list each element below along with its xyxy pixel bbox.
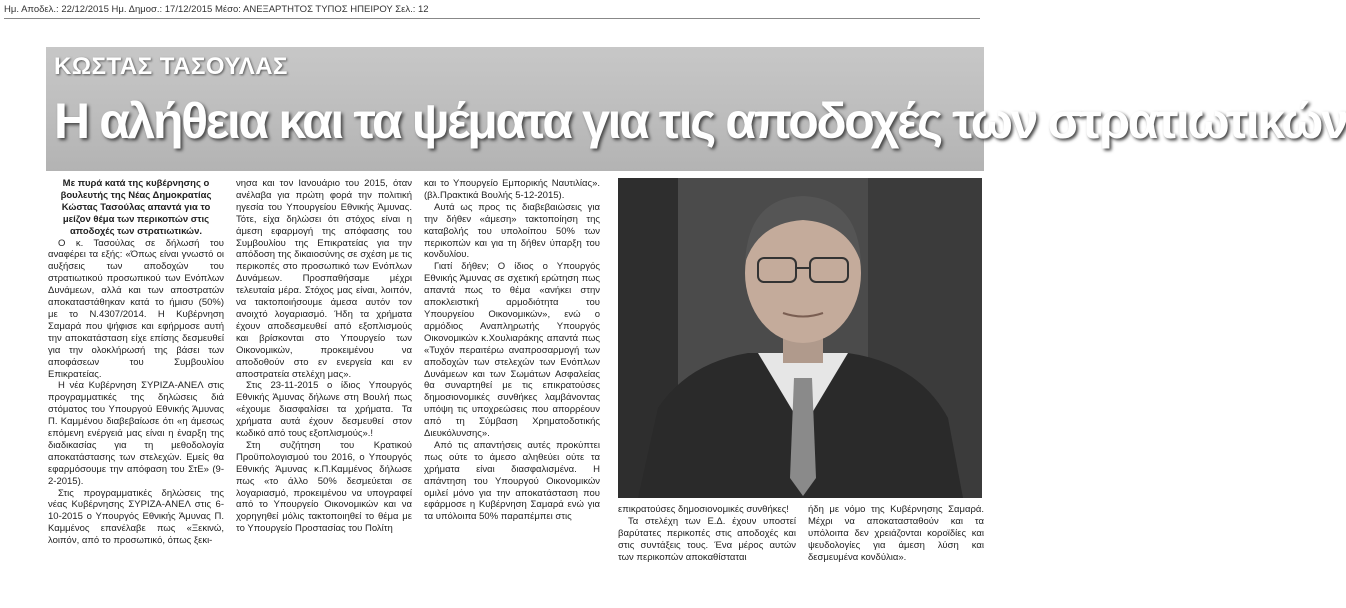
paragraph: Από τις απαντήσεις αυτές προκύπτει πως ούτε το άμεσο αληθεύει ούτε τα χρήματα είναι διασφαλισμένα. Η απάντηση του Υπουργού Οικονομικών ομιλεί μόνο για την αποκατάσταση που εφάρμοσε η Κυβέρνηση Σαμαρά ενώ για τα υπόλοιπα 50% παραπέμπει στις xyxy=(424,439,600,523)
clipping-metadata: Ημ. Αποδελ.: 22/12/2015 Ημ. Δημοσ.: 17/12/2015 Μέσο: ΑΝΕΞΑΡΤΗΤΟΣ ΤΥΠΟΣ ΗΠΕΙΡΟΥ Σελ.: 12 xyxy=(4,4,429,15)
column-1 xyxy=(48,178,224,547)
paragraph: Στις 23-11-2015 ο ίδιος Υπουργός Εθνικής Άμυνας δήλωνε στη Βουλή πως «έχουμε διασφαλίσει τα χρήματα. Τα χρήματα αυτά έχουν δεσμευθεί στον κωδικό από τους εξοπλισμούς».! xyxy=(236,380,412,440)
paragraph: Στη συζήτηση του Κρατικού Προϋπολογισμού του 2016, ο Υπουργός Εθνικής Άμυνας κ.Π.Καμμένος δήλωσε πως «το άλλο 50% δεσμεύεται σε λογαριασμό, προκειμένου να υπογραφεί από το Υπουργείο Οικονομικών και να χορηγηθεί μόλις τακτοποιηθεί το θέμα με το Υπουργείο Προστασίας του Πολίτη xyxy=(236,439,412,535)
paragraph: ήδη με νόμο της Κυβέρνησης Σαμαρά. Μέχρι να αποκατασταθούν και τα υπόλοιπα δεν χρειάζονται κοροϊδίες και ψευδολογίες για άμεση λύση και δεσμευμένα κονδύλια». xyxy=(808,504,984,563)
lead-paragraph: Με πυρά κατά της κυβέρνησης ο βουλευτής της Νέας Δημοκρατίας Κώστας Τασούλας απαντά για το μείζον θέμα των περικοπών στις αποδοχές των στρατιωτικών. xyxy=(60,178,212,237)
paragraph: και το Υπουργείο Εμπορικής Ναυτιλίας». (βλ.Πρακτικά Βουλής 5-12-2015). xyxy=(424,178,600,201)
paragraph: Αυτά ως προς τις διαβεβαιώσεις για την δήθεν «άμεση» τακτοποίηση της καταβολής του υπολοίπου 50% των περικοπών και για τη δήθεν ύπαρξη του κονδυλίου. xyxy=(424,201,600,261)
portrait-illustration xyxy=(618,178,982,498)
column-2 xyxy=(236,178,412,535)
paragraph: Στις προγραμματικές δηλώσεις της νέας Κυβέρνησης ΣΥΡΙΖΑ-ΑΝΕΛ στις 6-10-2015 ο Υπουργός Εθνικής Άμυνας Π. Καμμένος επανέλαβε πως «Ξεκινώ, λοιπόν, από το προσωπικό, όπως ξεκι- xyxy=(48,487,224,547)
author-name: ΚΩΣΤΑΣ ΤΑΣΟΥΛΑΣ xyxy=(54,53,288,80)
column-4 xyxy=(618,504,796,564)
paragraph: νησα και τον Ιανουάριο του 2015, όταν ανέλαβα για πρώτη φορά την πολιτική ηγεσία του Υπουργείου Εθνικής Άμυνας. Τότε, είχα δηλώσει ότι στόχος είναι η άμεση εφαρμογή της απόφασης του Συμβουλίου της Επικρατείας για την απόδοση της δικαιοσύνης σε σχέση με τις περικοπές στο προσωπικό των Ενόπλων Δυνάμεων. Προσπαθήσαμε μέχρι τελευταία μέρα. Στόχος μας είναι, λοιπόν, να τακτοποιήσουμε άμεσα αυτόν τον ανοιχτό λογαριασμό. Ήδη τα χρήματα έχουν αποδεσμευθεί από εξοπλισμούς και βρίσκονται στο Υπουργείο των Οικονομικών, προκειμένου να αποδοθούν στο εν ενεργεία και εν αποστρατεία στελέχη μας». xyxy=(236,178,412,380)
paragraph: Ο κ. Τασούλας σε δήλωσή του αναφέρει τα εξής: «Όπως είναι γνωστό οι αυξήσεις των αποδοχών του στρατιωτικού προσωπικού των Ενόπλων Δυνάμεων, αλλά και των αποστρατών αποκαταστάθηκαν κατά το ήμισυ (50%) με το Ν.4307/2014. Η Κυβέρνηση Σαμαρά που ψήφισε και εφήρμοσε αυτή την αποκατάσταση είχε επίσης δεσμευθεί για την ολοκλήρωσή της βάσει των αποφάσεων του Συμβουλίου Επικρατείας. xyxy=(48,237,224,380)
portrait-photo xyxy=(618,178,982,498)
column-5 xyxy=(808,504,984,564)
metadata-divider xyxy=(4,18,980,19)
column-3 xyxy=(424,178,600,523)
paragraph: Η νέα Κυβέρνηση ΣΥΡΙΖΑ-ΑΝΕΛ στις προγραμματικές της δηλώσεις διά στόματος του Υπουργού Εθνικής Άμυνας Π. Καμμένου διαβεβαίωσε ότι «η άμεσως επόμενη ενέργειά μας είναι η έναρξη της διαδικασίας για τη μεθοδολογία αποκατάστασης των στελεχών. Εμείς θα εφαρμόσουμε την απόφαση του ΣτΕ» (9-2-2015). xyxy=(48,380,224,487)
paragraph: Τα στελέχη των Ε.Δ. έχουν υποστεί βαρύτατες περικοπές στις αποδοχές και στις συντάξεις τους. Ένα μέρος αυτών των περικοπών αποκαθίσταται xyxy=(618,516,796,563)
paragraph: Γιατί δήθεν; Ο ίδιος ο Υπουργός Εθνικής Άμυνας σε σχετική ερώτηση πως απαντά πως το θέμα «ανήκει στην αποκλειστική αρμοδιότητα του Υπουργείου Οικονομικών», ενώ ο αρμόδιος Αναπληρωτής Υπουργός Οικονομικών κ.Χουλιαράκης απαντά πως «Τυχόν περαιτέρω αναπροσαρμογή των αποδοχών των στελεχών των Ενόπλων Δυνάμεων και των Σωμάτων Ασφαλείας θα συναρτηθεί με τις επικρατούσες δημοσιονομικές συνθήκες λαμβάνοντας υπόψη τις υποχρεώσεις που απορρέουν από τη Σύμβαση Χρηματοδοτικής Διευκόλυνσης». xyxy=(424,261,600,440)
article-headline: Η αλήθεια και τα ψέματα για τις αποδοχές των στρατιωτικών xyxy=(54,93,1346,149)
paragraph: επικρατούσες δημοσιονομικές συνθήκες! xyxy=(618,504,789,515)
